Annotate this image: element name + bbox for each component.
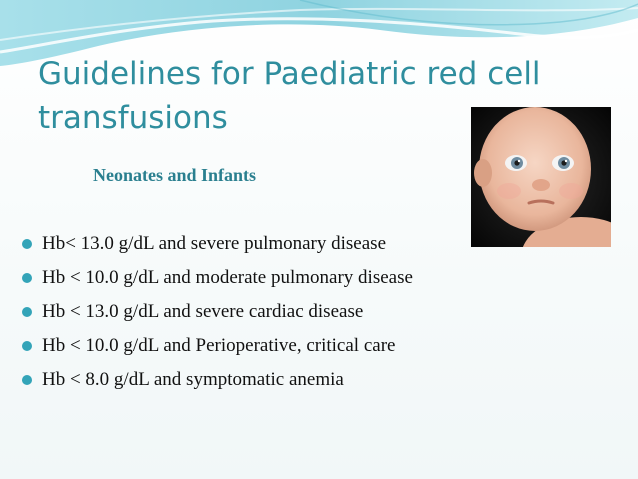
bullet-item	[22, 266, 413, 300]
bullet-dot-icon	[22, 307, 32, 317]
bullet-dot-icon	[22, 341, 32, 351]
baby-photo	[471, 107, 611, 247]
bullet-list	[22, 232, 413, 402]
bullet-text: Hb< 13.0 g/dL and severe pulmonary disease	[42, 233, 387, 254]
bullet-dot-icon	[22, 273, 32, 283]
slide-title: Guidelines for Paediatric red cell transfusions	[38, 56, 541, 136]
baby-face-illustration	[471, 107, 611, 247]
bullet-text: Hb < 8.0 g/dL and symptomatic anemia	[42, 369, 344, 390]
bullet-item	[22, 334, 413, 368]
bullet-text: Hb < 13.0 g/dL and severe cardiac disease	[42, 301, 364, 322]
bullet-dot-icon	[22, 239, 32, 249]
bullet-item	[22, 232, 413, 266]
bullet-dot-icon	[22, 375, 32, 385]
bullet-item	[22, 368, 413, 402]
bullet-item	[22, 300, 413, 334]
slide-subtitle: Neonates and Infants	[93, 165, 257, 185]
bullet-text: Hb < 10.0 g/dL and moderate pulmonary disease	[42, 267, 413, 288]
bullet-text: Hb < 10.0 g/dL and Perioperative, critical care	[42, 335, 396, 356]
